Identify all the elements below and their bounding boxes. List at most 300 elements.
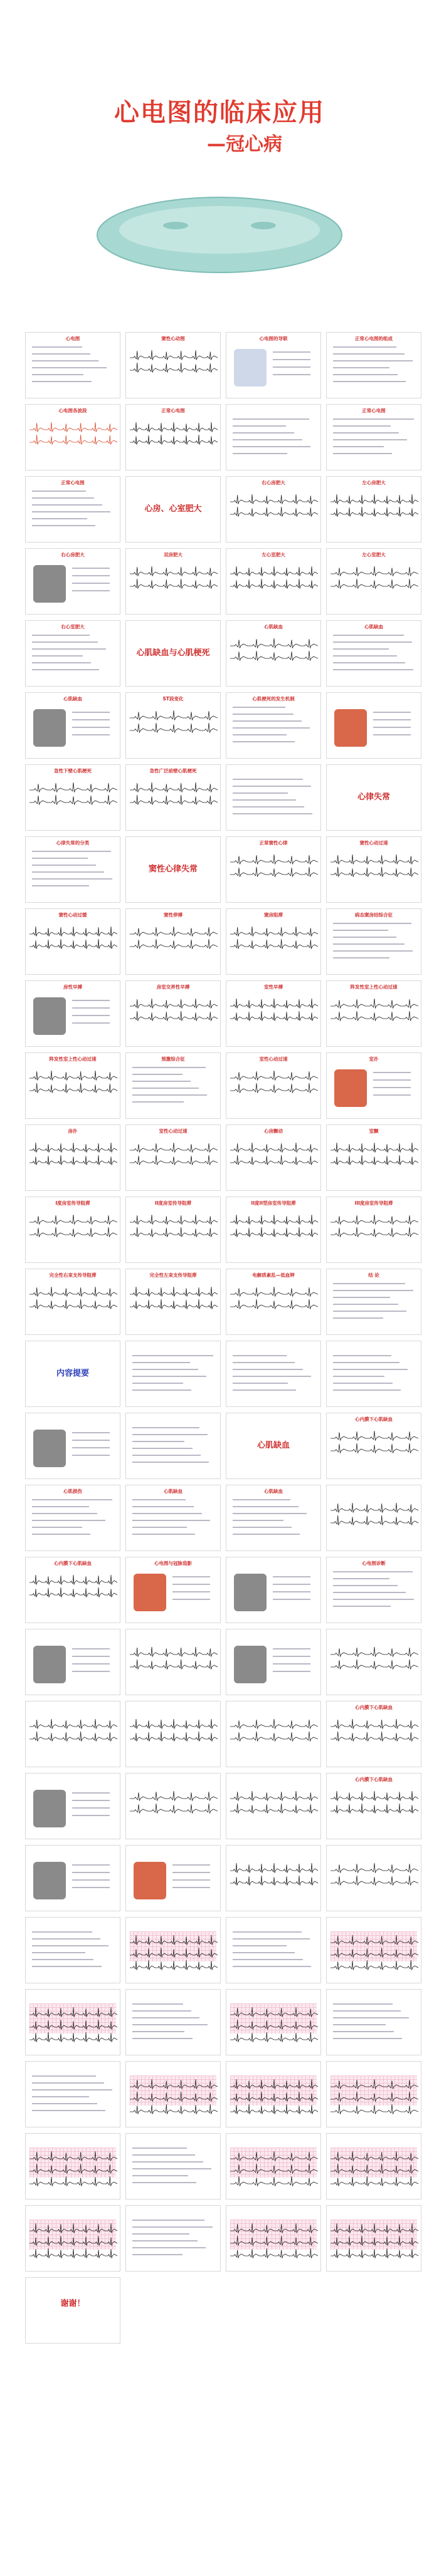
slide-title: 心内膜下心肌缺血 — [355, 1777, 393, 1782]
slide-thumbnail[interactable] — [326, 332, 421, 398]
ecg-waveform — [230, 2222, 318, 2260]
text-line — [273, 1656, 310, 1657]
slide-thumbnail[interactable] — [25, 1341, 120, 1407]
slide-thumbnail[interactable] — [125, 1485, 221, 1551]
slide-thumbnail[interactable] — [125, 2061, 221, 2127]
slide-thumbnail[interactable] — [25, 404, 120, 470]
slide-thumbnail[interactable] — [25, 2061, 120, 2127]
slide-thumbnail[interactable] — [25, 1413, 120, 1479]
ecg-trace — [230, 1215, 318, 1225]
slide-thumbnail[interactable] — [326, 1701, 421, 1767]
slide-thumbnail[interactable] — [226, 2205, 321, 2272]
slide-thumbnail[interactable] — [25, 980, 120, 1047]
slide-thumbnail[interactable] — [326, 476, 421, 543]
ecg-trace — [29, 422, 117, 432]
text-line — [32, 648, 106, 650]
slide-thumbnail[interactable] — [226, 1773, 321, 1839]
ecg-trace — [29, 2151, 117, 2161]
text-line — [32, 511, 110, 512]
slide-thumbnail[interactable] — [25, 2133, 120, 2199]
text-line — [32, 878, 112, 880]
text-line — [32, 865, 96, 866]
slide-thumbnail[interactable] — [326, 1485, 421, 1551]
ecg-trace — [130, 1948, 218, 1958]
ecg-trace — [29, 1287, 117, 1297]
text-line — [132, 2031, 184, 2032]
ecg-waveform — [29, 2222, 117, 2260]
text-line — [32, 518, 87, 519]
ecg-waveform — [331, 565, 418, 603]
slide-thumbnail[interactable] — [25, 1773, 120, 1839]
ecg-trace — [130, 999, 218, 1009]
slide-thumbnail[interactable] — [326, 1124, 421, 1191]
slide-title: 心电图各波段 — [58, 408, 87, 413]
section-title: 心房、心室肥大 — [144, 504, 202, 514]
slide-thumbnail[interactable] — [125, 836, 221, 903]
slide-thumbnail[interactable] — [125, 1124, 221, 1191]
slide-title: 急性下壁心肌梗死 — [54, 768, 92, 774]
text-line — [132, 1369, 198, 1370]
slide-title: 室性早搏 — [264, 984, 283, 990]
ecg-waveform — [331, 1502, 418, 1539]
ecg-waveform — [331, 493, 418, 531]
ecg-waveform — [331, 2078, 418, 2116]
slide-thumbnail[interactable] — [326, 1269, 421, 1335]
slide-thumbnail[interactable] — [326, 2133, 421, 2199]
ecg-trace — [29, 1732, 117, 1742]
ecg-trace — [29, 927, 117, 937]
text-line — [333, 2031, 394, 2032]
text-line — [233, 720, 302, 722]
slide-thumbnail[interactable] — [226, 1557, 321, 1623]
slide-thumbnail[interactable] — [326, 980, 421, 1047]
ecg-waveform — [230, 925, 318, 963]
slide-thumbnail[interactable] — [226, 2133, 321, 2199]
slide-thumbnail[interactable] — [125, 1773, 221, 1839]
slide-thumbnail[interactable] — [25, 1989, 120, 2055]
text-line — [132, 1383, 183, 1384]
ecg-waveform — [29, 2150, 117, 2188]
text-line — [333, 439, 407, 440]
slide-title: 室性心动过速 — [159, 1128, 188, 1134]
ecg-waveform — [29, 1141, 117, 1179]
ecg-trace — [130, 1215, 218, 1225]
ecg-trace — [230, 1287, 318, 1297]
slide-thumbnail[interactable] — [125, 404, 221, 470]
text-line — [233, 1383, 288, 1384]
slide-thumbnail[interactable] — [125, 2205, 221, 2272]
slide-thumbnail[interactable] — [125, 1629, 221, 1695]
slide-thumbnail[interactable] — [125, 332, 221, 398]
ecg-trace — [230, 927, 318, 937]
slide-thumbnail[interactable] — [326, 764, 421, 831]
text-line — [72, 568, 110, 569]
section-title: 内容提要 — [56, 1369, 89, 1378]
slide-thumbnail[interactable] — [226, 692, 321, 759]
text-line — [132, 1355, 213, 1356]
slide-thumbnail[interactable] — [25, 1052, 120, 1119]
slide-thumbnail[interactable] — [25, 2205, 120, 2272]
text-line — [333, 930, 388, 931]
text-line — [32, 2096, 89, 2097]
slide-thumbnail[interactable] — [226, 1413, 321, 1479]
heart-figure — [334, 1069, 367, 1107]
ecg-trace — [130, 1299, 218, 1309]
text-line — [373, 712, 411, 713]
text-line — [72, 1671, 110, 1672]
ecg-waveform — [230, 1141, 318, 1179]
ecg-trace — [230, 1155, 318, 1165]
slide-thumbnail[interactable] — [326, 2061, 421, 2127]
slide-thumbnail[interactable] — [226, 1485, 321, 1551]
slide-title: 完全性右束支传导阻滞 — [49, 1272, 97, 1278]
ecg-waveform — [130, 421, 218, 459]
slide-thumbnail[interactable] — [226, 1197, 321, 1263]
ecg-trace — [230, 2236, 318, 2246]
text-line — [32, 885, 89, 886]
ecg-trace — [29, 1071, 117, 1081]
text-line — [333, 2003, 393, 2005]
ecg-trace — [331, 1732, 418, 1742]
slide-thumbnail[interactable] — [226, 908, 321, 975]
slide-thumbnail[interactable] — [125, 980, 221, 1047]
slide-thumbnail[interactable] — [226, 1701, 321, 1767]
slide-thumbnail[interactable] — [25, 1485, 120, 1551]
slide-thumbnail[interactable] — [326, 1773, 421, 1839]
text-line — [333, 1355, 391, 1356]
slide-thumbnail[interactable] — [125, 1557, 221, 1623]
ecg-trace — [29, 1227, 117, 1237]
slide-thumbnail[interactable] — [326, 404, 421, 470]
slide-thumbnail[interactable] — [226, 836, 321, 903]
text-line — [72, 1022, 110, 1024]
text-line — [333, 346, 396, 348]
slide-thumbnail[interactable] — [226, 1052, 321, 1119]
text-line — [32, 662, 91, 663]
ecg-trace — [331, 1155, 418, 1165]
slide-title: II度房室传导阻滞 — [154, 1200, 192, 1206]
text-line — [273, 1663, 310, 1665]
text-line — [132, 1534, 195, 1535]
ecg-trace — [29, 795, 117, 805]
text-line — [132, 1094, 207, 1096]
text-line — [72, 719, 110, 720]
ecg-trace — [29, 1575, 117, 1585]
ecg-trace — [230, 1071, 318, 1081]
text-line — [273, 1671, 310, 1672]
text-line — [132, 1448, 193, 1449]
text-line — [132, 1434, 208, 1435]
ecg-trace — [130, 1647, 218, 1657]
slide-thumbnail[interactable] — [25, 908, 120, 975]
ecg-waveform — [130, 1285, 218, 1323]
slide-thumbnail[interactable] — [25, 1629, 120, 1695]
ecg-trace — [331, 1143, 418, 1153]
slide-title: 心内膜下心肌缺血 — [355, 1416, 393, 1422]
text-line — [333, 418, 414, 420]
ecg-trace — [331, 1659, 418, 1670]
slide-thumbnail[interactable] — [326, 692, 421, 759]
text-line — [132, 1067, 206, 1068]
ecg-trace — [29, 782, 117, 792]
slide-thumbnail[interactable] — [25, 1845, 120, 1911]
text-line — [233, 1527, 292, 1528]
section-title: 窦性心律失常 — [148, 865, 198, 874]
ecg-trace — [230, 651, 318, 661]
ecg-trace — [29, 2007, 117, 2017]
ecg-waveform — [29, 421, 117, 459]
slide-thumbnail[interactable] — [226, 620, 321, 687]
ecg-waveform — [29, 1213, 117, 1251]
slide-thumbnail[interactable] — [326, 2205, 421, 2272]
text-line — [72, 727, 110, 728]
ecg-trace — [230, 2092, 318, 2102]
slide-thumbnail[interactable] — [25, 620, 120, 687]
slide-thumbnail[interactable] — [226, 1917, 321, 1983]
slide-thumbnail[interactable] — [226, 1629, 321, 1695]
slide-thumbnail[interactable] — [125, 1052, 221, 1119]
text-line — [132, 1376, 206, 1377]
ecg-waveform — [29, 2006, 117, 2044]
slide-thumbnail[interactable] — [125, 908, 221, 975]
text-line — [233, 714, 294, 715]
ecg-waveform — [230, 637, 318, 675]
text-line — [72, 1000, 110, 1001]
ecg-trace — [331, 2176, 418, 2186]
slide-title: 完全性左束支传导阻滞 — [149, 1272, 197, 1278]
ecg-trace — [130, 710, 218, 720]
slide-thumbnail[interactable] — [226, 1341, 321, 1407]
text-line — [32, 497, 94, 499]
ecg-trace — [331, 2223, 418, 2233]
text-line — [233, 1389, 296, 1391]
ecg-trace — [230, 2151, 318, 2161]
slide-thumbnail[interactable] — [326, 1052, 421, 1119]
slide-thumbnail[interactable] — [25, 1917, 120, 1983]
slide-thumbnail[interactable] — [125, 692, 221, 759]
ecg-trace — [230, 854, 318, 865]
slide-thumbnail[interactable] — [326, 836, 421, 903]
text-line — [333, 662, 405, 663]
slide-thumbnail[interactable] — [25, 476, 120, 543]
ecg-waveform — [29, 781, 117, 819]
slide-thumbnail[interactable] — [25, 1124, 120, 1191]
heart-figure — [33, 1646, 66, 1683]
slide-thumbnail[interactable] — [125, 1701, 221, 1767]
text-line — [32, 635, 90, 636]
text-line — [32, 381, 92, 382]
ecg-waveform — [331, 1646, 418, 1683]
slide-thumbnail[interactable] — [125, 1413, 221, 1479]
slide-thumbnail[interactable] — [25, 1557, 120, 1623]
slide-thumbnail[interactable] — [226, 332, 321, 398]
slide-thumbnail[interactable] — [125, 1269, 221, 1335]
text-line — [32, 360, 98, 361]
slide-thumbnail[interactable] — [226, 476, 321, 543]
text-line — [32, 2075, 96, 2077]
slide-thumbnail[interactable] — [326, 620, 421, 687]
ecg-waveform — [230, 1213, 318, 1251]
ecg-trace — [130, 1804, 218, 1814]
text-line — [172, 1887, 210, 1888]
text-line — [333, 641, 412, 643]
ecg-waveform — [130, 709, 218, 747]
ecg-waveform — [230, 997, 318, 1035]
slide-title: 房扑 — [68, 1128, 78, 1134]
slide-thumbnail[interactable] — [25, 2277, 120, 2344]
ecg-trace — [29, 2020, 117, 2030]
text-line — [32, 367, 107, 368]
slide-title: 左心室肥大 — [362, 552, 386, 558]
ecg-trace — [230, 1143, 318, 1153]
ecg-waveform — [331, 853, 418, 891]
text-line — [32, 858, 88, 859]
ecg-trace — [29, 1143, 117, 1153]
ecg-trace — [130, 1935, 218, 1945]
ecg-trace — [130, 939, 218, 949]
text-line — [333, 1297, 390, 1298]
ecg-trace — [230, 2007, 318, 2017]
slide-thumbnail[interactable] — [125, 764, 221, 831]
ecg-trace — [230, 2079, 318, 2089]
ecg-trace — [331, 2151, 418, 2161]
slide-thumbnail[interactable] — [226, 1124, 321, 1191]
slide-title: 预激综合征 — [161, 1056, 185, 1062]
heart-figure — [33, 1790, 66, 1827]
slide-thumbnail[interactable] — [326, 908, 421, 975]
ecg-trace — [130, 579, 218, 589]
heart-figure — [134, 1574, 166, 1611]
ecg-trace — [230, 2020, 318, 2030]
slide-thumbnail[interactable] — [326, 1989, 421, 2055]
slide-thumbnail[interactable] — [125, 1197, 221, 1263]
slide-thumbnail[interactable] — [226, 1845, 321, 1911]
slide-thumbnail[interactable] — [226, 404, 321, 470]
slide-thumbnail[interactable] — [125, 548, 221, 615]
text-line — [72, 712, 110, 713]
slide-thumbnail[interactable] — [125, 476, 221, 543]
slide-thumbnail[interactable] — [326, 548, 421, 615]
ecg-waveform — [230, 565, 318, 603]
ecg-trace — [130, 1791, 218, 1801]
slide-thumbnail[interactable] — [25, 1197, 120, 1263]
slide-title: 正常心电图 — [161, 408, 185, 413]
ecg-waveform — [331, 1430, 418, 1467]
ecg-trace — [130, 927, 218, 937]
text-line — [132, 2017, 199, 2018]
ecg-trace — [130, 1143, 218, 1153]
slide-thumbnail[interactable] — [125, 2133, 221, 2199]
text-line — [333, 453, 392, 454]
cover-title: 心电图的临床应用 — [114, 98, 325, 127]
ecg-waveform — [331, 2222, 418, 2260]
text-line — [72, 1656, 110, 1657]
ecg-trace — [29, 2236, 117, 2246]
slide-thumbnail[interactable] — [226, 1269, 321, 1335]
text-line — [333, 2038, 402, 2039]
ecg-trace — [130, 1227, 218, 1237]
slide-thumbnail[interactable] — [326, 1341, 421, 1407]
heart-figure — [134, 1862, 166, 1899]
slide-title: II度II型房室传导阻滞 — [251, 1200, 296, 1206]
text-line — [132, 2154, 195, 2156]
ecg-trace — [130, 1659, 218, 1670]
slide-thumbnail[interactable] — [226, 548, 321, 615]
slide-thumbnail[interactable] — [125, 1341, 221, 1407]
text-line — [333, 1290, 413, 1291]
text-line — [333, 432, 399, 434]
slide-thumbnail[interactable] — [25, 1701, 120, 1767]
slide-thumbnail[interactable] — [25, 1269, 120, 1335]
ecg-waveform — [130, 1934, 218, 1971]
ecg-trace — [331, 566, 418, 576]
slide-thumbnail[interactable] — [226, 1989, 321, 2055]
text-line — [32, 1499, 112, 1500]
text-line — [273, 1591, 310, 1592]
text-line — [132, 2148, 187, 2149]
ecg-trace — [230, 1011, 318, 1021]
slide-thumbnail[interactable] — [125, 1917, 221, 1983]
slide-thumbnail[interactable] — [226, 980, 321, 1047]
ecg-waveform — [331, 2150, 418, 2188]
cover-disk-graphic — [94, 191, 345, 279]
ecg-trace — [130, 1287, 218, 1297]
slide-thumbnail[interactable] — [326, 1845, 421, 1911]
text-line — [273, 1584, 310, 1585]
ecg-waveform — [331, 1934, 418, 1971]
slide-thumbnail[interactable] — [25, 836, 120, 903]
slide-thumbnail[interactable] — [326, 1917, 421, 1983]
text-line — [333, 1592, 406, 1593]
text-line — [72, 1432, 110, 1433]
slide-thumbnail[interactable] — [326, 1557, 421, 1623]
text-line — [233, 707, 285, 708]
ecg-trace — [130, 795, 218, 805]
slide-thumbnail[interactable] — [25, 548, 120, 615]
slide-thumbnail[interactable] — [226, 764, 321, 831]
text-line — [233, 446, 310, 447]
text-line — [72, 590, 110, 591]
text-line — [333, 1376, 384, 1377]
slide-thumbnail[interactable] — [226, 2061, 321, 2127]
text-line — [132, 1389, 191, 1391]
ecg-trace — [29, 1215, 117, 1225]
text-line — [233, 1959, 303, 1960]
slide-thumbnail[interactable] — [326, 1197, 421, 1263]
ecg-waveform — [130, 1141, 218, 1179]
slide-title: 窦房阻滞 — [264, 912, 283, 918]
ecg-waveform — [130, 997, 218, 1035]
slide-thumbnail[interactable] — [125, 1989, 221, 2055]
slide-thumbnail[interactable] — [125, 1845, 221, 1911]
text-line — [233, 806, 304, 808]
slide-thumbnail[interactable] — [25, 332, 120, 398]
ecg-waveform — [130, 1790, 218, 1827]
slide-thumbnail[interactable] — [125, 620, 221, 687]
text-line — [333, 1362, 399, 1363]
text-line — [72, 1792, 110, 1794]
slide-thumbnail[interactable] — [326, 1413, 421, 1479]
text-line — [233, 1355, 287, 1356]
slide-thumbnail[interactable] — [25, 764, 120, 831]
slide-title: III度房室传导阻滞 — [354, 1200, 393, 1206]
slide-thumbnail[interactable] — [25, 692, 120, 759]
text-line — [333, 2024, 386, 2025]
ecg-waveform — [130, 925, 218, 963]
text-line — [32, 346, 82, 348]
text-line — [132, 2240, 198, 2241]
slide-thumbnail[interactable] — [326, 1629, 421, 1695]
